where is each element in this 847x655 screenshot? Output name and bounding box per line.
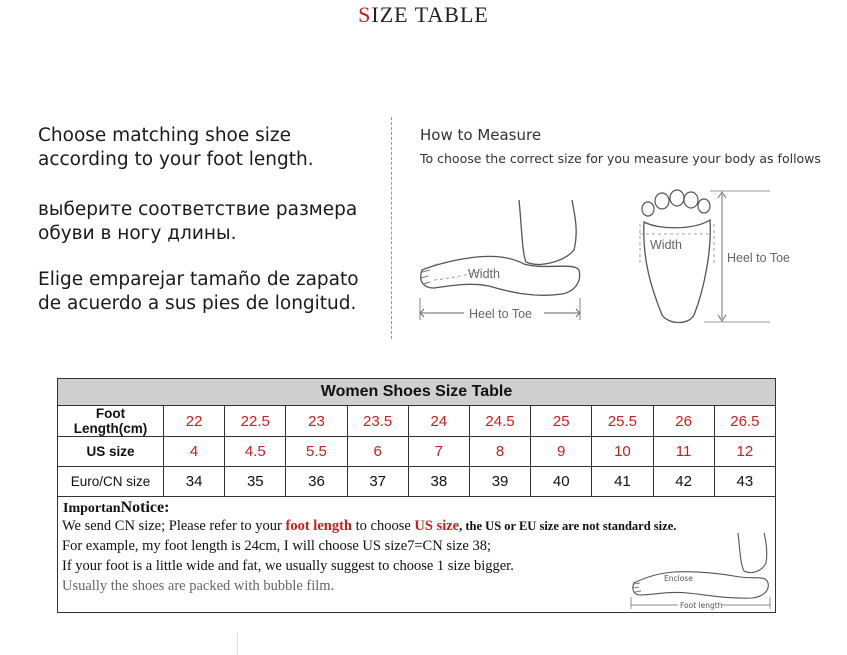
table-cell: 23 — [286, 406, 347, 437]
title-rest: IZE TABLE — [371, 2, 489, 27]
table-cell: 36 — [286, 467, 347, 497]
table-caption: Women Shoes Size Table — [58, 379, 776, 406]
row-label-euro-cn-size: Euro/CN size — [58, 467, 164, 497]
table-row-foot-length — [58, 406, 776, 437]
table-cell: 22.5 — [225, 406, 286, 437]
table-cell: 9 — [531, 437, 592, 467]
notice-line-3: If your foot is a little wide and fat, we usually suggest to choose 1 size bigger. — [62, 558, 514, 574]
table-caption-row — [58, 379, 776, 406]
intro-english-line2: according to your foot length. — [38, 149, 314, 170]
how-to-measure-subtitle: To choose the correct size for you measure your body as follows — [420, 151, 821, 166]
notice-heading — [63, 499, 169, 517]
notice-highlight-us-size: US size — [414, 518, 460, 534]
table-cell: 22 — [164, 406, 225, 437]
table-cell: 26 — [653, 406, 714, 437]
row-label-us-size: US size — [58, 437, 164, 467]
table-cell: 11 — [653, 437, 714, 467]
intro-english — [38, 124, 314, 172]
notice-line-1-text-a: We send CN size; Please refer to your — [62, 518, 286, 534]
table-cell: 7 — [408, 437, 469, 467]
notice-heading-prefix: Importan — [63, 501, 121, 516]
table-cell: 35 — [225, 467, 286, 497]
table-cell: 8 — [469, 437, 530, 467]
side-heel-to-toe-label: Heel to Toe — [469, 307, 533, 321]
table-cell: 43 — [714, 467, 775, 497]
table-cell: 24 — [408, 406, 469, 437]
table-cell: 26.5 — [714, 406, 775, 437]
table-cell: 10 — [592, 437, 653, 467]
notice-highlight-foot-length: foot length — [285, 518, 352, 534]
sole-heel-to-toe-label: Heel to Toe — [727, 251, 791, 265]
vertical-divider — [391, 117, 392, 339]
notice-box — [57, 497, 776, 613]
notice-line-2: For example, my foot length is 24cm, I will choose US size7=CN size 38; — [62, 538, 492, 554]
page-title — [0, 2, 847, 28]
title-first-letter: S — [358, 2, 372, 27]
size-table — [57, 378, 776, 497]
intro-russian — [38, 198, 357, 246]
table-cell: 42 — [653, 467, 714, 497]
table-cell: 38 — [408, 467, 469, 497]
notice-line-1-text-b: to choose — [351, 518, 415, 534]
row-label-foot-length: Foot Length(cm) — [58, 406, 164, 437]
sole-width-label: Width — [650, 238, 682, 252]
table-cell: 4 — [164, 437, 225, 467]
intro-spanish-line2: de acuerdo a sus pies de longitud. — [38, 293, 357, 314]
table-cell: 23.5 — [347, 406, 408, 437]
notice-heading-suffix: Notice: — [120, 499, 170, 516]
small-foot-length-label: Foot length — [680, 601, 723, 610]
side-width-label: Width — [468, 267, 500, 281]
intro-russian-line2: обуви в ногу длины. — [38, 223, 237, 244]
intro-english-line1: Choose matching shoe size — [38, 125, 291, 146]
small-foot-enclose-label: Enclose — [664, 574, 693, 583]
table-cell: 25 — [531, 406, 592, 437]
intro-spanish-line1: Elige emparejar tamaño de zapato — [38, 269, 359, 290]
notice-line-4: Usually the shoes are packed with bubble film. — [62, 578, 335, 594]
foot-side-diagram — [414, 190, 594, 330]
intro-spanish — [38, 268, 359, 316]
small-foot-diagram — [628, 531, 774, 611]
table-cell: 34 — [164, 467, 225, 497]
bottom-divider — [237, 633, 238, 655]
table-cell: 5.5 — [286, 437, 347, 467]
table-cell: 39 — [469, 467, 530, 497]
table-cell: 6 — [347, 437, 408, 467]
table-cell: 12 — [714, 437, 775, 467]
table-row-us-size — [58, 437, 776, 467]
table-cell: 40 — [531, 467, 592, 497]
how-to-measure-heading: How to Measure — [420, 126, 542, 144]
table-cell: 25.5 — [592, 406, 653, 437]
table-cell: 24.5 — [469, 406, 530, 437]
table-cell: 4.5 — [225, 437, 286, 467]
notice-line-1-text-c: , the US or EU size are not standard size. — [459, 519, 677, 533]
table-cell: 41 — [592, 467, 653, 497]
table-cell: 37 — [347, 467, 408, 497]
foot-sole-diagram — [634, 180, 834, 330]
intro-russian-line1: выберите соответствие размера — [38, 199, 358, 220]
notice-line-1 — [62, 518, 676, 535]
table-row-euro-cn-size — [58, 467, 776, 497]
